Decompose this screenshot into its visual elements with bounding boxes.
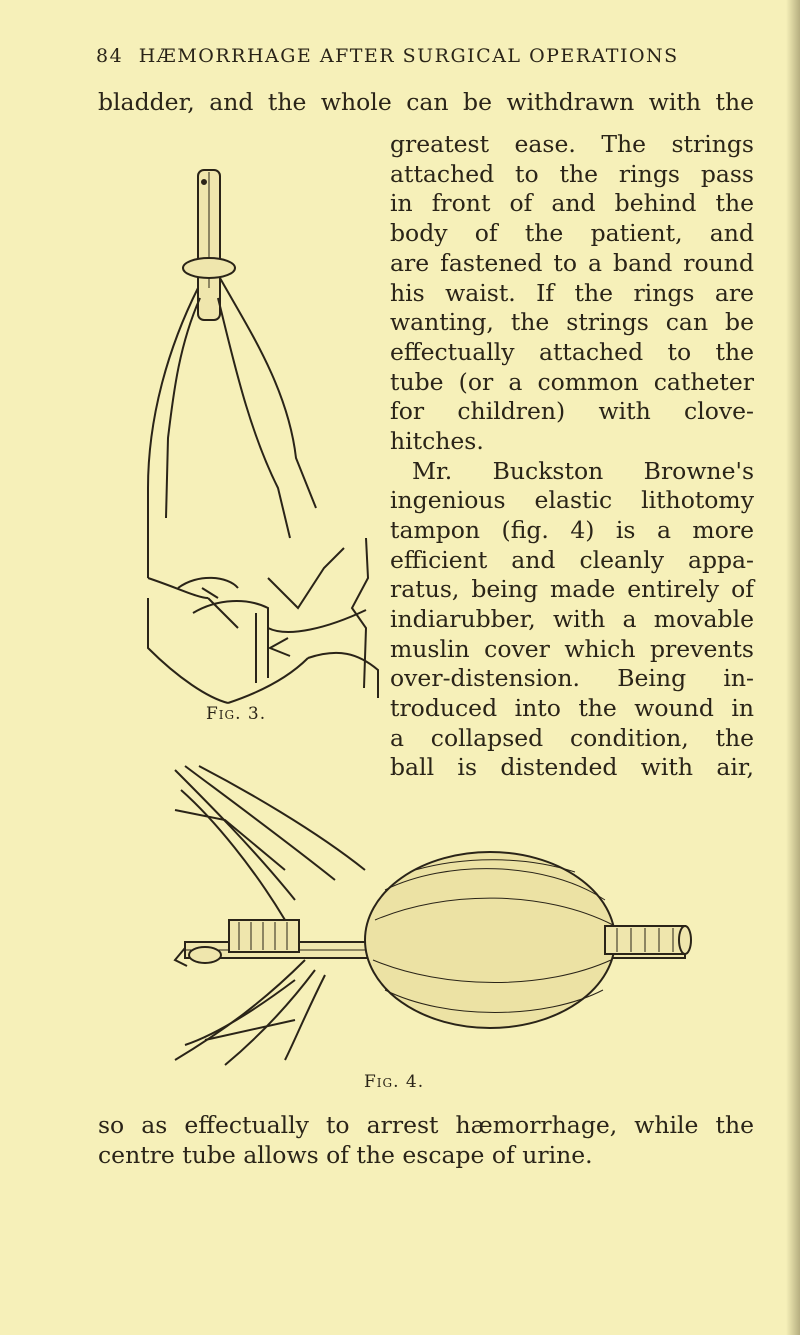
fig3-illustration bbox=[138, 158, 398, 718]
column-line-indented: Mr. Buckston Browne's bbox=[412, 457, 754, 485]
column-line: effectually attached to the bbox=[390, 338, 754, 366]
fig3-caption: Fig. 3. bbox=[206, 704, 267, 724]
running-head bbox=[96, 44, 736, 68]
page-edge-shadow bbox=[786, 0, 800, 1335]
fig4-caption: Fig. 4. bbox=[364, 1072, 425, 1092]
column-line: ball is distended with air, bbox=[390, 753, 754, 781]
text-line-closing: centre tube allows of the escape of urine. bbox=[98, 1141, 593, 1169]
column-line: in front of and behind the bbox=[390, 189, 754, 217]
column-line: over-distension. Being in- bbox=[390, 664, 754, 692]
column-line: ingenious elastic lithotomy bbox=[390, 486, 754, 514]
column-line: troduced into the wound in bbox=[390, 694, 754, 722]
column-line: muslin cover which prevents bbox=[390, 635, 754, 663]
column-line: indiarubber, with a movable bbox=[390, 605, 754, 633]
column-line: are fastened to a band round bbox=[390, 249, 754, 277]
text-line-closing: so as effectually to arrest hæmorrhage, while the bbox=[98, 1111, 754, 1139]
column-line: hitches. bbox=[390, 427, 484, 455]
column-line: a collapsed condition, the bbox=[390, 724, 754, 752]
page-number: 84 bbox=[96, 45, 124, 67]
column-line: ratus, being made entirely of bbox=[390, 575, 754, 603]
column-line: greatest ease. The strings bbox=[390, 130, 754, 158]
column-line: tampon (fig. 4) is a more bbox=[390, 516, 754, 544]
column-line: for children) with clove- bbox=[390, 397, 754, 425]
column-line: attached to the rings pass bbox=[390, 160, 754, 188]
column-line: body of the patient, and bbox=[390, 219, 754, 247]
chapter-title: HÆMORRHAGE AFTER SURGICAL OPERATIONS bbox=[138, 45, 679, 67]
column-line: his waist. If the rings are bbox=[390, 279, 754, 307]
text-line-first: bladder, and the whole can be withdrawn with the bbox=[98, 88, 754, 116]
column-line: tube (or a common catheter bbox=[390, 368, 754, 396]
column-line: wanting, the strings can be bbox=[390, 308, 754, 336]
column-line: efficient and cleanly appa- bbox=[390, 546, 754, 574]
fig4-illustration bbox=[165, 760, 725, 1070]
